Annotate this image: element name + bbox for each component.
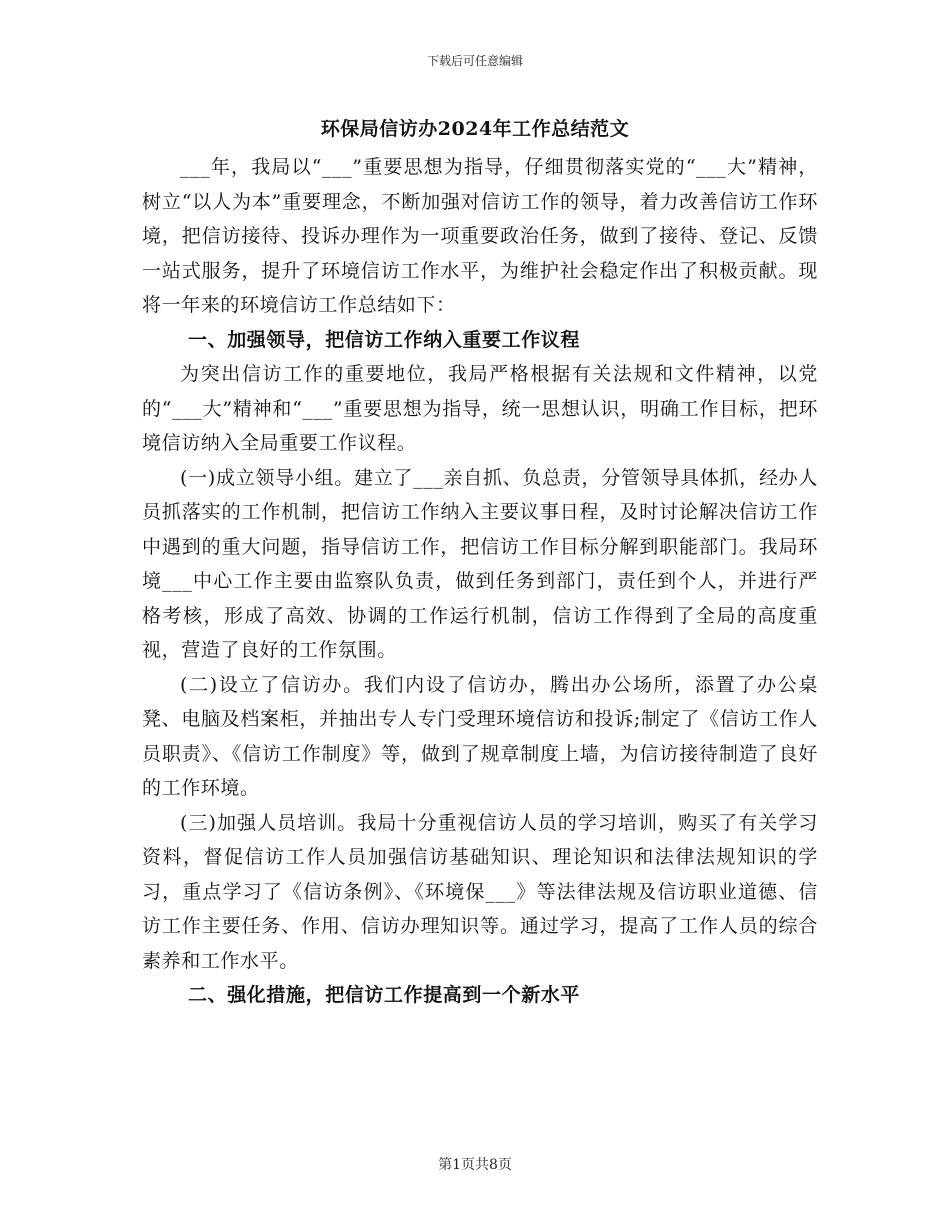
page-number: 第1页共8页 [438,1157,512,1173]
header-note: 下载后可任意编辑 [426,54,523,68]
section-heading-2: 二、强化措施，把信访工作提高到一个新水平 [188,984,581,1006]
section1-item-1: (一)成立领导小组。建立了___亲自抓、负总责，分管领导具体抓，经办人员抓落实的工作机制，把信访工作纳入主要议事日程，及时讨论解决信访工作中遇到的重大问题，指导信访工作，把信访工作目标分解到职能部门。我局环境___中心工作主要由监察队负责，做到任务到部门，责任到个人，并进行严格考核，形成了高效、协调的工作运行机制，信访工作得到了全局的高度重视，营造了良好的工作氛围。 [142,466,818,661]
intro-paragraph: ___年，我局以“___”重要思想为指导，仔细贯彻落实党的“___大”精神，树立“以人为本”重要理念，不断加强对信访工作的领导，着力改善信访工作环境，把信访接待、投诉办理作为一项重要政治任务，做到了接待、登记、反馈一站式服务，提升了环境信访工作水平，为维护社会稳定作出了积极贡献。现将一年来的环境信访工作总结如下： [142,156,818,316]
section1-item-3: (三)加强人员培训。我局十分重视信访人员的学习培训，购买了有关学习资料，督促信访工作人员加强信访基础知识、理论知识和法律法规知识的学习，重点学习了《信访条例》、《环境保___》等法律法规及信访职业道德、信访工作主要任务、作用、信访办理知识等。通过学习，提高了工作人员的综合素养和工作水平。 [142,811,818,972]
section1-item-2: (二)设立了信访办。我们内设了信访办，腾出办公场所，添置了办公桌凳、电脑及档案柜，并抽出专人专门受理环境信访和投诉;制定了《信访工作人员职责》、《信访工作制度》等，做到了规章制度上墙，为信访接待制造了良好的工作环境。 [142,673,818,799]
document-body [142,150,818,1013]
document-title: 环保局信访办2024年工作总结范文 [320,118,630,140]
section1-intro-paragraph: 为突出信访工作的重要地位，我局严格根据有关法规和文件精神，以党的“___大”精神和“___”重要思想为指导，统一思想认识，明确工作目标，把环境信访纳入全局重要工作议程。 [142,363,818,454]
section-heading-1: 一、加强领导，把信访工作纳入重要工作议程 [188,328,581,351]
